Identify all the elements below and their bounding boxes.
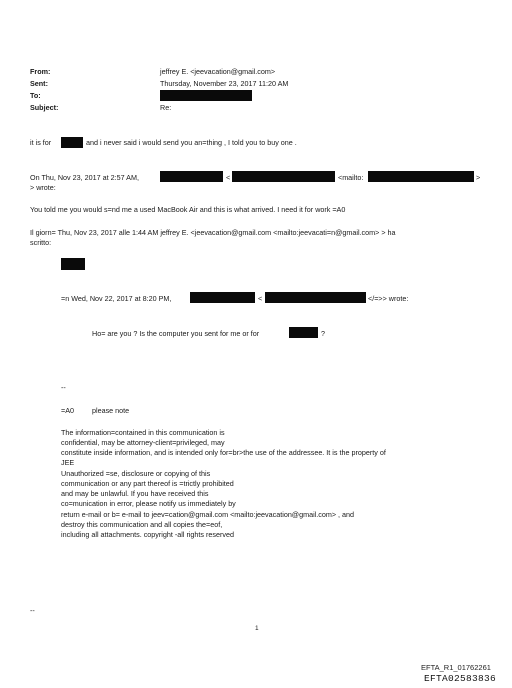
quote2-scritto: scritto: (30, 238, 52, 247)
subject-label: Subject: (30, 103, 59, 112)
quote1-header-b: < (226, 173, 231, 182)
redaction-email-1 (232, 171, 335, 182)
page-number: 1 (255, 625, 259, 632)
quote1-header-d: > (476, 173, 481, 182)
signature-note: please note (92, 406, 130, 415)
sent-value: Thursday, November 23, 2017 11:20 AM (160, 79, 289, 88)
quote3-wrote: </=>> wrote: (368, 294, 409, 303)
quote3-header-b: < (258, 294, 263, 303)
signature-dashes: -- (61, 383, 66, 392)
from-value: jeffrey E. <jeevacation@gmail.com> (160, 67, 276, 76)
signature-a0: =A0 (61, 406, 74, 415)
redaction-email-2 (265, 292, 366, 303)
end-dashes: -- (30, 606, 35, 615)
disclaimer-line: including all attachments. copyright -all rights reserved (61, 530, 234, 539)
redaction-mailto-1 (368, 171, 474, 182)
disclaimer-line: The information=contained in this communication is (61, 428, 225, 437)
disclaimer-line: co=munication in error, please notify us immediately by (61, 499, 236, 508)
sent-label: Sent: (30, 79, 48, 88)
disclaimer-line: confidential, may be attorney-client=privileged, may (61, 438, 225, 447)
quote2-header: Il giorn= Thu, Nov 23, 2017 alle 1:44 AM jeffrey E. <jeevacation@gmail.com <mailto:jeevacati=n@gmail.com> > ha (30, 228, 396, 237)
quote1-header-c: <mailto: (338, 173, 364, 182)
redaction-name-1 (61, 137, 83, 148)
disclaimer-line: and may be unlawful. If you have received this (61, 489, 209, 498)
quote1-header-a: On Thu, Nov 23, 2017 at 2:57 AM, (30, 173, 139, 182)
redaction-name-2 (289, 327, 318, 338)
quote3-header-a: =n Wed, Nov 22, 2017 at 8:20 PM, (61, 294, 172, 303)
bates-number-2: EFTA02583836 (424, 673, 497, 684)
quote3-text-a: Ho= are you ? Is the computer you sent for me or for (92, 329, 260, 338)
disclaimer-line: return e-mail or b= e-mail to jeev=cation@gmail.com <mailto:jeevacation@gmail.com> , and (61, 510, 355, 519)
quote3-text-b: ? (321, 329, 325, 338)
disclaimer-line: destroy this communication and all copies the=eof, (61, 520, 223, 529)
bates-number-1: EFTA_R1_01762261 (421, 663, 491, 672)
quote1-wrote: > wrote: (30, 183, 56, 192)
disclaimer-line: Unauthorized =se, disclosure or copying of this (61, 469, 211, 478)
disclaimer-line: constitute inside information, and is intended only for=br>the use of the addressee. It is the property of (61, 448, 386, 457)
redaction-block-1 (61, 258, 85, 270)
from-label: From: (30, 67, 51, 76)
redaction-to (160, 90, 252, 101)
redaction-sender-2 (190, 292, 255, 303)
disclaimer-line: communication or any part thereof is =trictly prohibited (61, 479, 234, 488)
disclaimer-line: JEE (61, 458, 75, 467)
reply-line-end: and i never said i would send you an=thing , I told you to buy one . (86, 138, 297, 147)
redaction-sender-1 (160, 171, 223, 182)
subject-value: Re: (160, 103, 172, 112)
reply-line-start: it is for (30, 138, 52, 147)
to-label: To: (30, 91, 41, 100)
quote1-text: You told me you would s=nd me a used MacBook Air and this is what arrived. I need it for work =A0 (30, 205, 346, 214)
